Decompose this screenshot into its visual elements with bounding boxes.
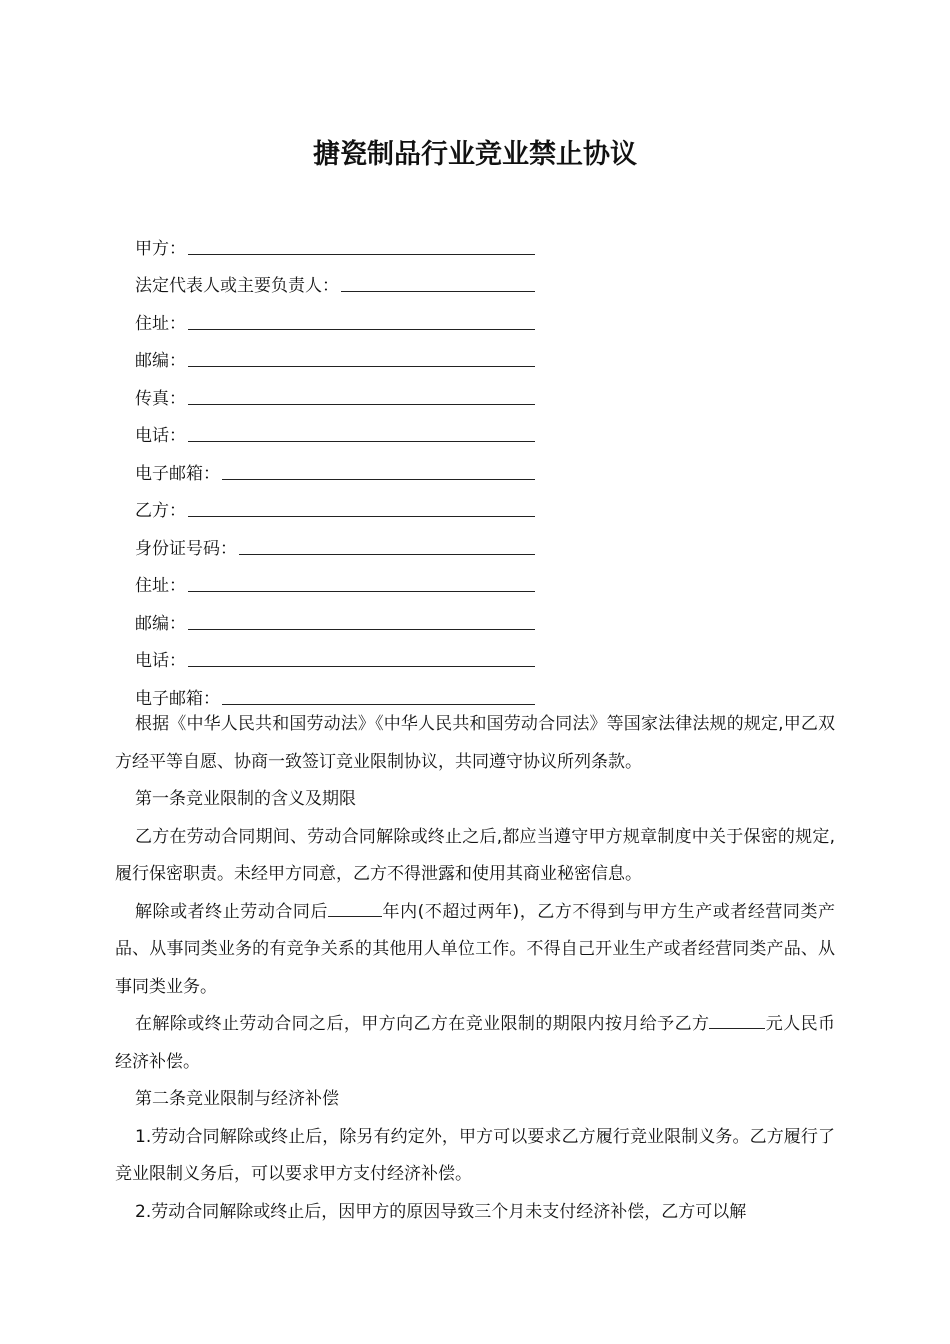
field-label: 身份证号码： — [135, 538, 237, 559]
blank-line — [188, 647, 535, 667]
field-id-number — [135, 521, 535, 559]
field-postcode-a — [135, 334, 535, 372]
article-2-item-2: 2.劳动合同解除或终止后，因甲方的原因导致三个月未支付经济补偿，乙方可以解 — [135, 1201, 747, 1222]
blank-line — [188, 610, 535, 630]
article-1-paragraph-2 — [115, 894, 835, 1007]
agreement-body — [115, 706, 835, 1231]
blank-years — [328, 896, 382, 917]
intro-paragraph: 根据《中华人民共和国劳动法》《中华人民共和国劳动合同法》等国家法律法规的规定,甲乙双方经平等自愿、协商一致签订竞业限制协议，共同遵守协议所列条款。 — [115, 714, 835, 772]
field-label: 住址： — [135, 313, 186, 334]
paragraph-text: 解除或者终止劳动合同后 — [135, 901, 329, 922]
field-address-b — [135, 559, 535, 597]
field-address-a — [135, 296, 535, 334]
article-1-paragraph-1: 乙方在劳动合同期间、劳动合同解除或终止之后,都应当遵守甲方规章制度中关于保密的规定,履行保密职责。未经甲方同意，乙方不得泄露和使用其商业秘密信息。 — [115, 826, 835, 884]
field-email-a — [135, 446, 535, 484]
blank-line — [222, 460, 535, 480]
article-2-heading: 第二条竞业限制与经济补偿 — [135, 1089, 339, 1109]
blank-line — [188, 422, 535, 442]
field-label: 传真： — [135, 388, 186, 409]
article-2-item-1: 1.劳动合同解除或终止后，除另有约定外，甲方可以要求乙方履行竞业限制义务。乙方履行了竞业限制义务后，可以要求甲方支付经济补偿。 — [115, 1126, 835, 1184]
field-label: 电子邮箱： — [135, 463, 220, 484]
blank-line — [188, 572, 535, 592]
field-party-a — [135, 221, 535, 259]
field-legal-representative — [135, 259, 535, 297]
field-label: 乙方： — [135, 501, 186, 521]
article-1-paragraph-3 — [115, 1006, 835, 1081]
party-info-fields — [135, 221, 535, 709]
blank-line — [188, 385, 535, 405]
field-label: 邮编： — [135, 613, 186, 634]
blank-line — [341, 272, 535, 292]
blank-amount — [709, 1008, 765, 1029]
field-label: 电子邮箱： — [135, 688, 220, 709]
field-postcode-b — [135, 596, 535, 634]
blank-line — [188, 347, 535, 367]
field-label: 电话： — [135, 651, 186, 671]
field-label: 电话： — [135, 426, 186, 446]
paragraph-text: 在解除或终止劳动合同之后，甲方向乙方在竞业限制的期限内按月给予乙方 — [135, 1014, 710, 1034]
blank-line — [188, 310, 535, 330]
field-party-b — [135, 484, 535, 522]
field-phone-a — [135, 409, 535, 447]
blank-line — [239, 535, 535, 555]
field-phone-b — [135, 634, 535, 672]
field-label: 法定代表人或主要负责人： — [135, 276, 339, 296]
field-fax-a — [135, 371, 535, 409]
field-label: 邮编： — [135, 351, 186, 371]
field-label: 甲方： — [135, 238, 186, 259]
paragraph-text: 年内(不超过两年)，乙方不得到与甲方生产或者经营同类产品、从事同类业务的有竞争关系的其他用人单位工作。不得自己开业生产或者经营同类产品、从事同类业务。 — [115, 901, 836, 997]
article-1-heading: 第一条竞业限制的含义及期限 — [135, 789, 356, 809]
blank-line — [188, 497, 535, 517]
blank-line — [222, 685, 535, 705]
field-label: 住址： — [135, 576, 186, 596]
document-title: 搪瓷制品行业竞业禁止协议 — [313, 139, 637, 170]
blank-line — [188, 235, 535, 255]
paragraph-text: 元人民币经济补偿。 — [115, 1014, 836, 1072]
field-email-b — [135, 671, 535, 709]
